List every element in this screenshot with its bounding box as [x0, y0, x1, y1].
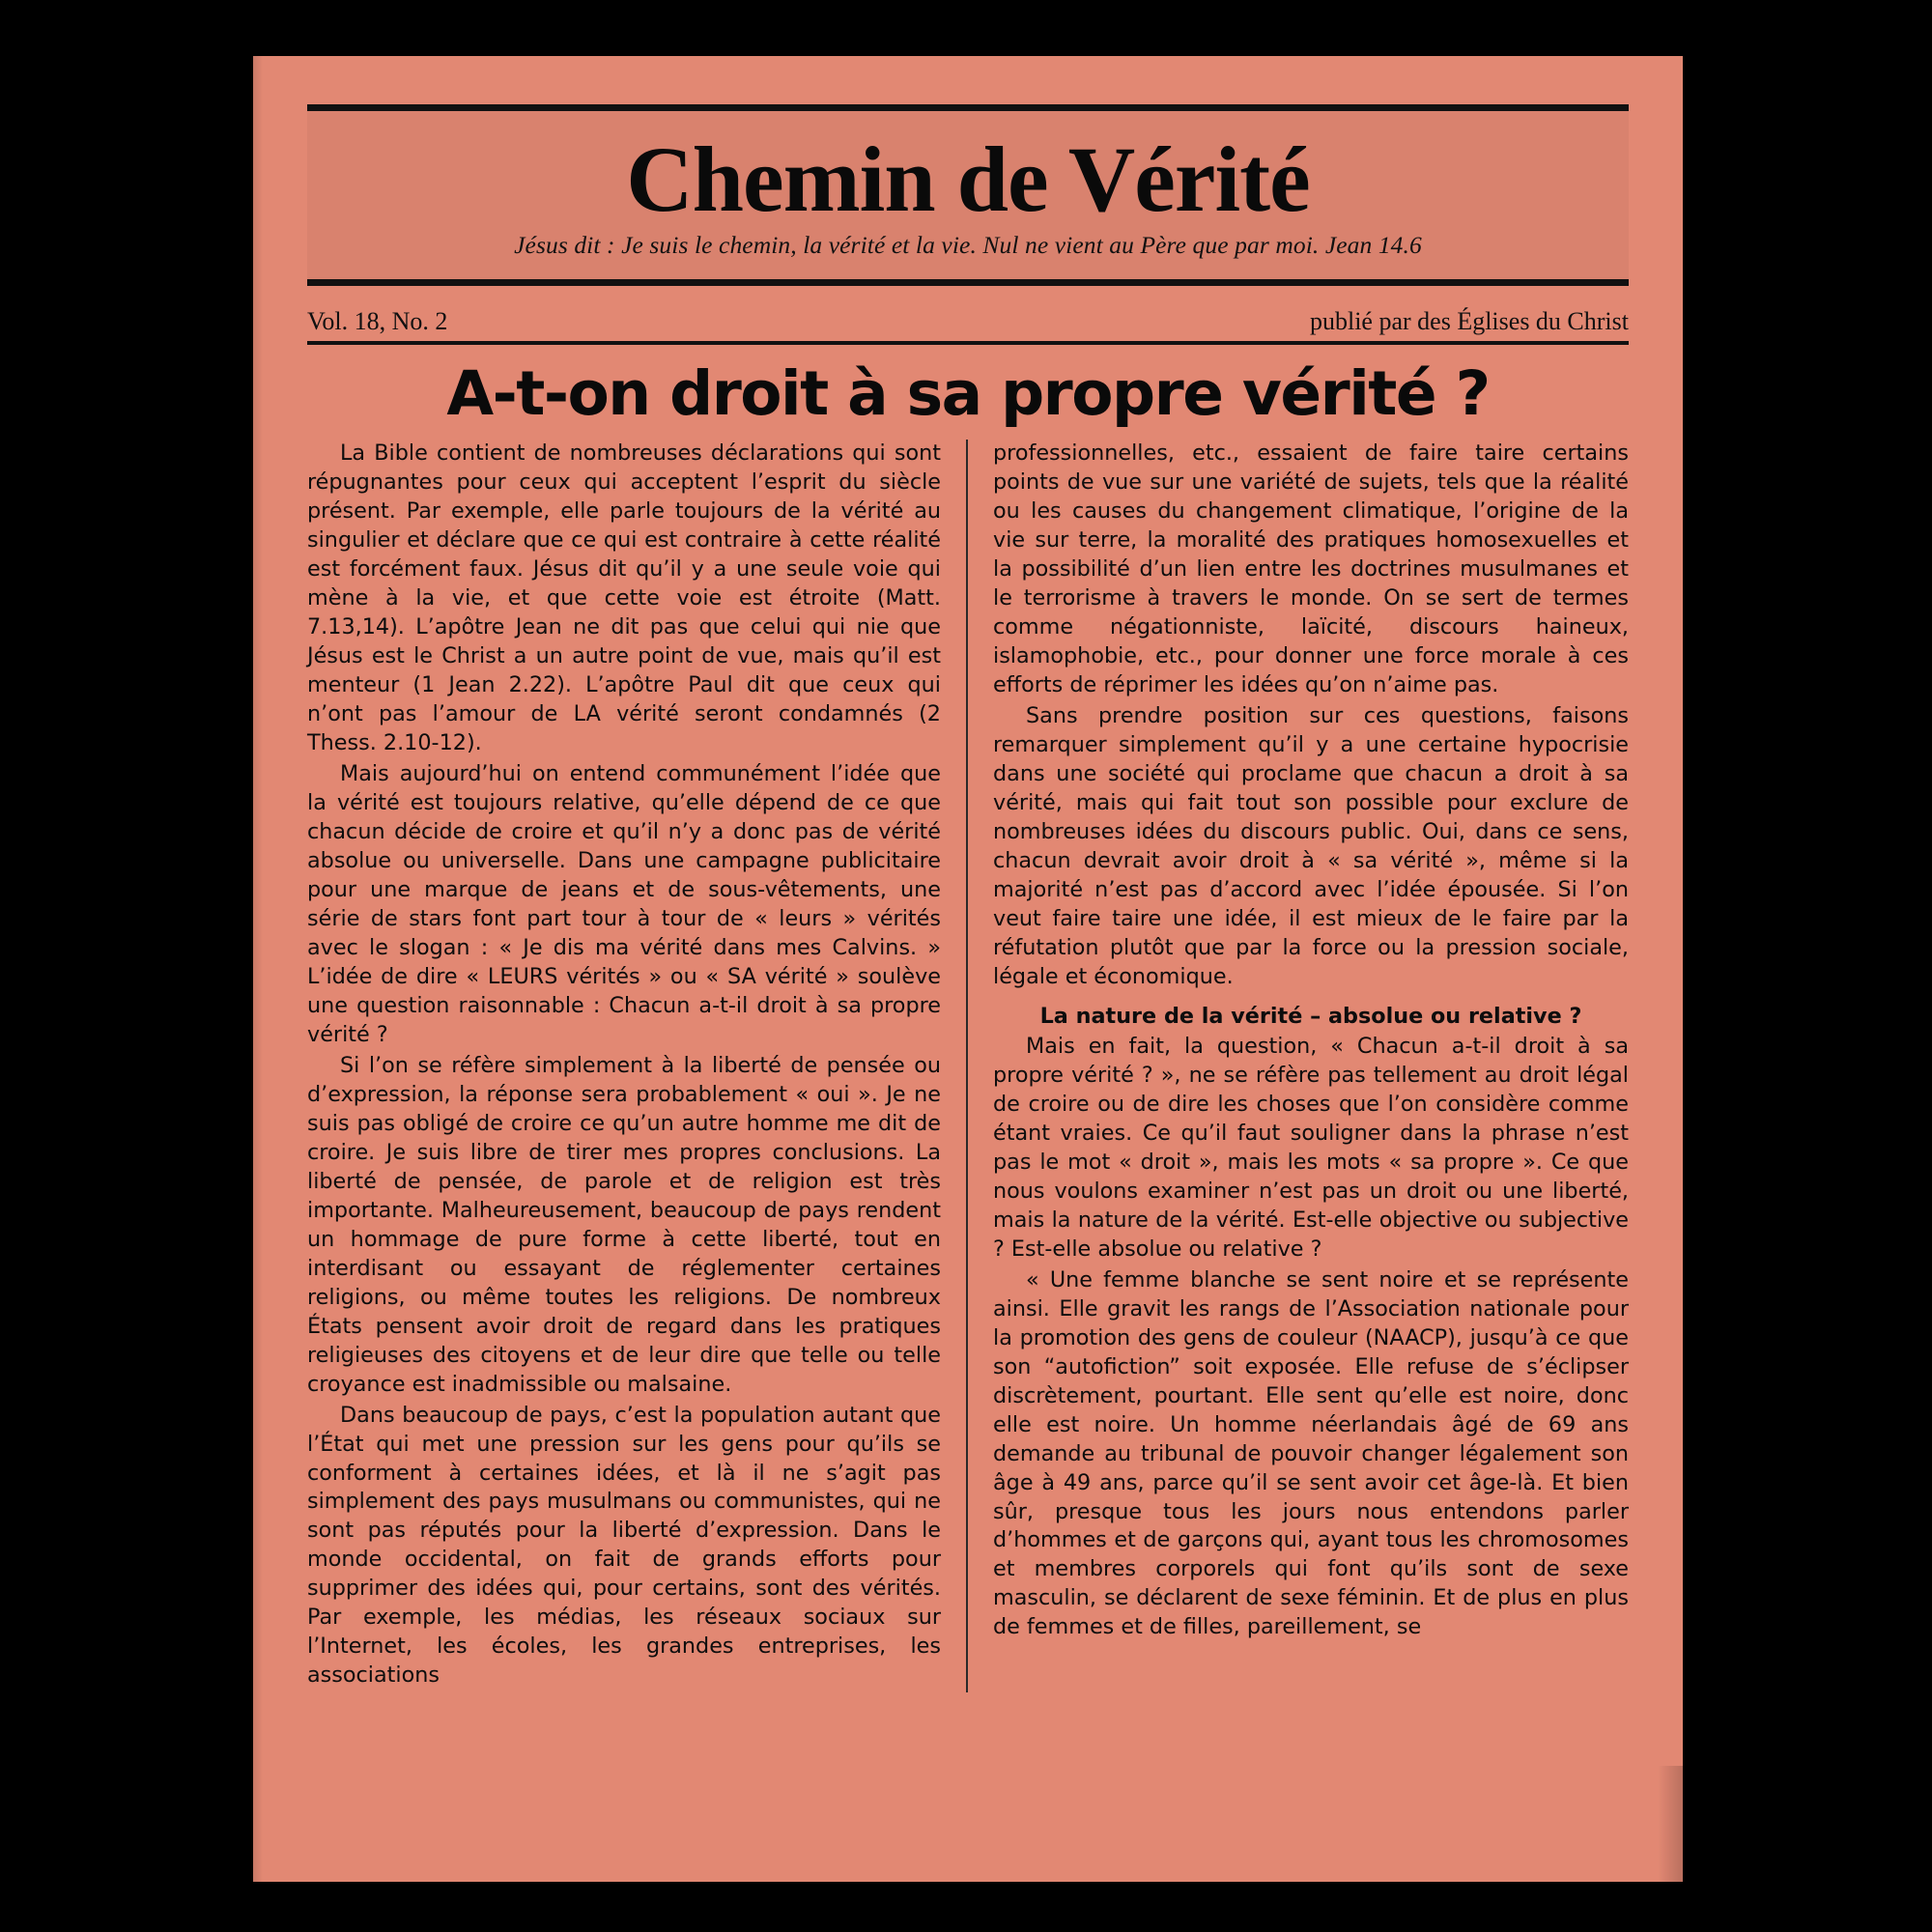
section-subheading: La nature de la vérité – absolue ou relative ? [1039, 1003, 1582, 1029]
paper-edge-shadow [253, 56, 263, 1882]
publisher-label: publié par des Églises du Christ [1309, 306, 1629, 335]
paragraph: Dans beaucoup de pays, c’est la population autant que l’État qui met une pression sur les gens pour qu’ils se conforment à certaines idées, et là il ne s’agit pas simplement des pays musulmans ou communistes, qui ne sont pas réputés pour la liberté d’expression. Dans le monde occidental, on fait de grands efforts pour supprimer des idées qui, pour certains, sont des vérités. Par exemple, les médias, les réseaux sociaux sur l’Internet, les écoles, les grandes entreprises, les associations [307, 1402, 941, 1689]
paragraph: Mais en fait, la question, « Chacun a-t-il droit à sa propre vérité ? », ne se réfère pas tellement au droit légal de croire ou de dire les choses que l’on considère comme étant vraies. Ce qu’il faut souligner dans la phrase n’est pas le mot « droit », mais les mots « sa propre ». Ce que nous voulons examiner n’est pas un droit ou une liberté, mais la nature de la vérité. Est-elle objective ou subjective ? Est-elle absolue ou relative ? [993, 1033, 1629, 1262]
paragraph: La Bible contient de nombreuses déclarations qui sont répugnantes pour ceux qui acceptent l’esprit du siècle présent. Par exemple, elle parle toujours de la vérité au singulier et déclare que ce qui est contraire à cette réalité est forcément faux. Jésus dit qu’il y a une seule voie qui mène à la vie, et que cette voie est étroite (Matt. 7.13,14). L’apôtre Jean ne dit pas que celui qui nie que Jésus est le Christ a un autre point de vue, mais qu’il est menteur (1 Jean 2.22). L’apôtre Paul dit que ceux qui n’ont pas l’amour de LA vérité seront condamnés (2 Thess. 2.10-12). [307, 440, 941, 755]
paragraph: Si l’on se réfère simplement à la liberté de pensée ou d’expression, la réponse sera probablement « oui ». Je ne suis pas obligé de croire ce qu’un autre homme me dit de croire. Je suis libre de tirer mes propres conclusions. La liberté de pensée, de parole et de religion est très importante. Malheureusement, beaucoup de pays rendent un hommage de pure forme à cette liberté, tout en interdisant ou essayant de réglementer certaines religions, ou même toutes les religions. De nombreux États pensent avoir droit de regard dans les pratiques religieuses des citoyens et de leur dire que telle ou telle croyance est inadmissible ou malsaine. [307, 1052, 941, 1397]
article-headline: A-t-on droit à sa propre vérité ? [446, 357, 1490, 429]
paper-fold-shadow [1658, 1766, 1683, 1882]
column-left [307, 440, 968, 1692]
masthead [307, 104, 1629, 286]
volume-bar [307, 307, 1629, 345]
masthead-verse: Jésus dit : Je suis le chemin, la vérité et la vie. Nul ne vient au Père que par moi. Jean 14.6 [514, 230, 1422, 259]
newspaper-sheet [253, 56, 1683, 1882]
paragraph: Sans prendre position sur ces questions, faisons remarquer simplement qu’il y a une certaine hypocrisie dans une société qui proclame que chacun a droit à sa vérité, mais qui fait tout son possible pour exclure de nombreuses idées du discours public. Oui, dans ce sens, chacun devrait avoir droit à « sa vérité », même si la majorité n’est pas d’accord avec l’idée épousée. Si l’on veut faire taire une idée, il est mieux de le faire par la réfutation plutôt que par la force ou la pression sociale, légale et économique. [993, 702, 1629, 989]
issue-label: Vol. 18, No. 2 [307, 306, 448, 335]
masthead-title: Chemin de Vérité [626, 128, 1310, 231]
newspaper-content [307, 104, 1629, 1872]
paragraph: professionnelles, etc., essaient de faire taire certains points de vue sur une variété de sujets, tels que la réalité ou les causes du changement climatique, l’origine de la vie sur terre, la moralité des pratiques homosexuelles et la possibilité d’un lien entre les doctrines musulmanes et le terrorisme à travers le monde. On se sert de termes comme négationniste, laïcité, discours haineux, islamophobie, etc., pour donner une force morale à ces efforts de réprimer les idées qu’on n’aime pas. [993, 440, 1629, 697]
article-body [307, 440, 1629, 1692]
column-right [968, 440, 1629, 1692]
paragraph: « Une femme blanche se sent noire et se représente ainsi. Elle gravit les rangs de l’Association nationale pour la promotion des gens de couleur (NAACP), jusqu’à ce que son “autofiction” soit exposée. Elle refuse de s’éclipser discrètement, pourtant. Elle sent qu’elle est noire, donc elle est noire. Un homme néerlandais âgé de 69 ans demande au tribunal de pouvoir changer légalement son âge à 49 ans, parce qu’il se sent avoir cet âge-là. Et bien sûr, presque tous les jours nous entendons parler d’hommes et de garçons qui, ayant tous les chromosomes et membres corporels qui font qu’ils sont de sexe masculin, se déclarent de sexe féminin. Et de plus en plus de femmes et de filles, pareillement, se [993, 1266, 1629, 1640]
paragraph: Mais aujourd’hui on entend communément l’idée que la vérité est toujours relative, qu’elle dépend de ce que chacun décide de croire et qu’il n’y a donc pas de vérité absolue ou universelle. Dans une campagne publicitaire pour une marque de jeans et de sous-vêtements, une série de stars font part tour à tour de « leurs » vérités avec le slogan : « Je dis ma vérité dans mes Calvins. » L’idée de dire « LEURS vérités » ou « SA vérité » soulève une question raisonnable : Chacun a-t-il droit à sa propre vérité ? [307, 760, 941, 1047]
